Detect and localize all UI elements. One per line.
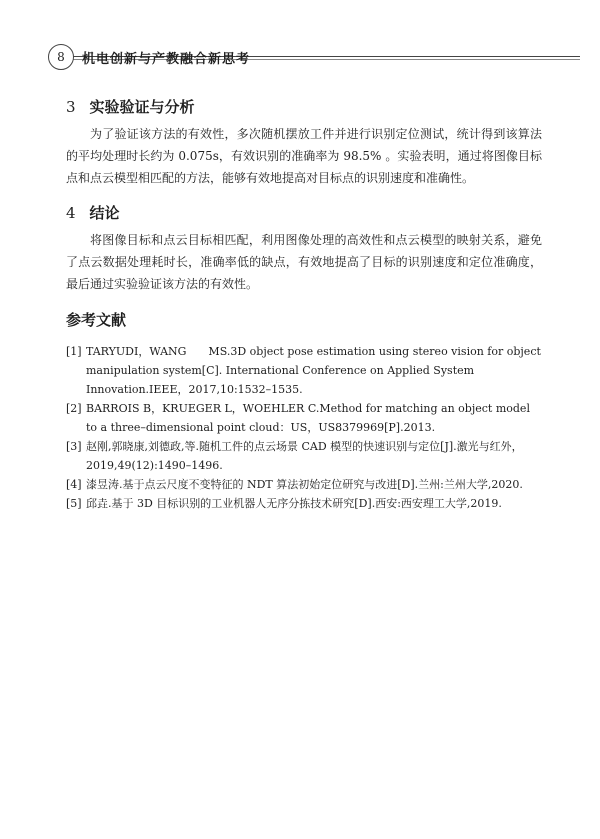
references-title: 参考文献 — [66, 311, 127, 329]
references-list — [66, 342, 542, 513]
reference-text: 漆昱涛.基于点云尺度不变特征的 NDT 算法初始定位研究与改进[D].兰州:兰州大学,2020. — [86, 478, 523, 491]
section-4 — [66, 202, 542, 295]
reference-text: 邱垚.基于 3D 目标识别的工业机器人无序分拣技术研究[D].西安:西安理工大学,2019. — [86, 497, 502, 510]
section-number: 3 — [66, 98, 76, 116]
page-number: 8 — [48, 44, 74, 70]
reference-item — [66, 342, 542, 399]
reference-index: [5] — [66, 497, 82, 510]
reference-index: [3] — [66, 440, 82, 453]
section-heading — [66, 96, 542, 117]
reference-text: TARYUDI，WANG MS.3D object pose estimation using stereo vision for object manipulation system[C]. International Conference on Applied System Innovation.IEEE，2017,10:1532–1535. — [86, 345, 541, 396]
reference-index: [2] — [66, 402, 82, 415]
reference-item — [66, 437, 542, 475]
journal-title: 机电创新与产教融合新思考 — [82, 51, 251, 67]
section-number: 4 — [66, 204, 76, 222]
section-title: 实验验证与分析 — [89, 98, 195, 116]
reference-item — [66, 399, 542, 437]
section-title: 结论 — [89, 204, 120, 222]
section-body: 将图像目标和点云目标相匹配，利用图像处理的高效性和点云模型的映射关系，避免了点云数据处理耗时长，准确率低的缺点，有效地提高了目标的识别速度和定位准确度，最后通过实验验证该方法的有效性。 — [66, 233, 542, 291]
section-body: 为了验证该方法的有效性，多次随机摆放工件并进行识别定位测试，统计得到该算法的平均处理时长约为 0.075s，有效识别的准确率为 98.5% 。实验表明，通过将图像目标点和点云模型相匹配的方法，能够有效地提高对目标点的识别速度和准确性。 — [66, 127, 542, 185]
page-header — [48, 44, 250, 70]
reference-item — [66, 494, 542, 513]
reference-index: [4] — [66, 478, 82, 491]
section-3 — [66, 96, 542, 189]
reference-text: 赵刚,郭晓康,刘德政,等.随机工件的点云场景 CAD 模型的快速识别与定位[J].激光与红外，2019,49(12):1490–1496. — [86, 440, 523, 472]
reference-text: BARROIS B，KRUEGER L，WOEHLER C.Method for matching an object model to a three–dimensional point cloud：US，US8379969[P].2013. — [86, 402, 530, 434]
reference-index: [1] — [66, 345, 82, 358]
reference-item — [66, 475, 542, 494]
section-heading — [66, 202, 542, 223]
